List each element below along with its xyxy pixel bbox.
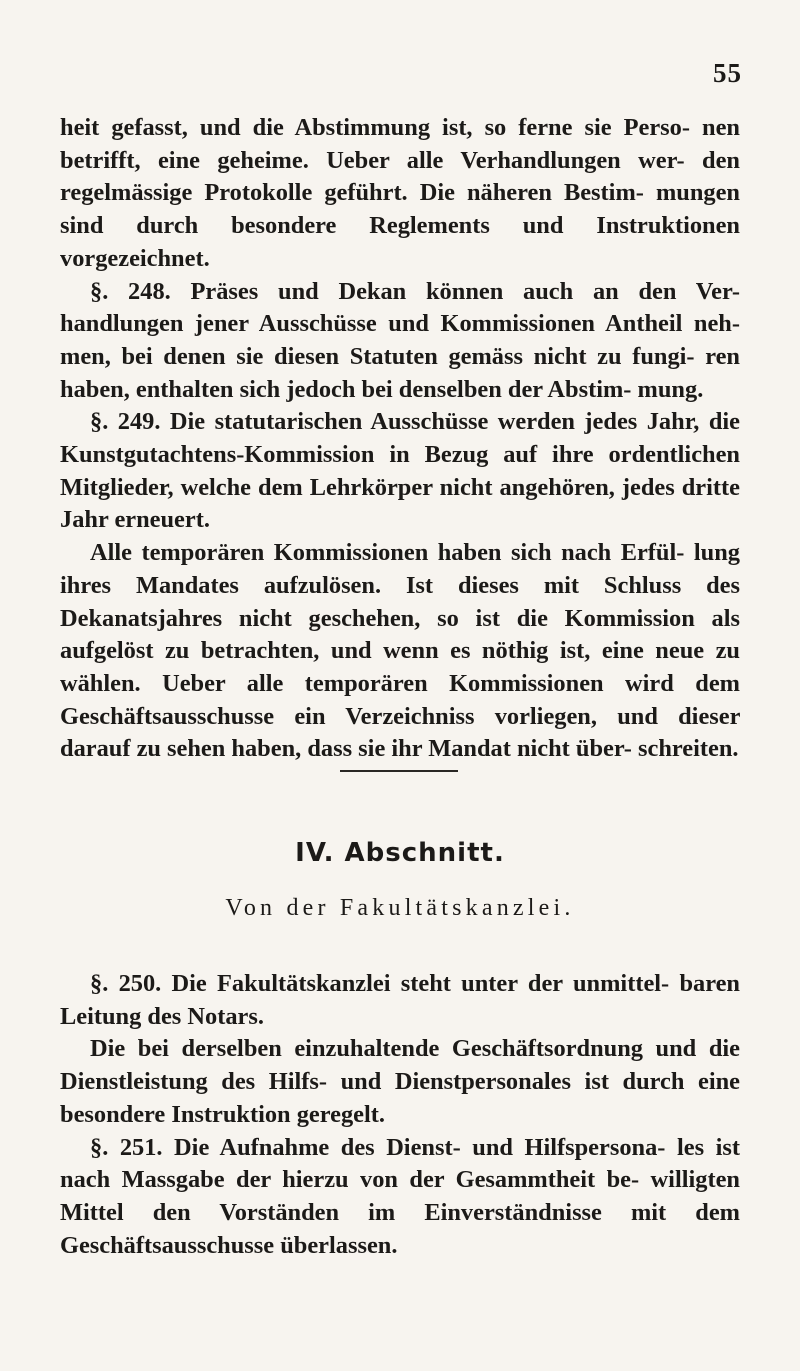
section-heading: IV. Abschnitt. xyxy=(295,838,505,868)
section-number: §. 249. xyxy=(90,408,161,436)
section-number: §. 251. xyxy=(90,1133,163,1161)
paragraph-continuation: heit gefasst, und die Abstimmung ist, so ferne sie Perso- nen betrifft, eine geheime. Ueber alle Verhandlungen wer- den regelmässige Protokolle geführt. Die näheren Bestim- mungen sind durch besondere Reglements und Instruktionen vorgezeichnet. xyxy=(60,114,740,272)
paragraph-section-248: §. 248. Präses und Dekan können auch an den Ver- handlungen jener Ausschüsse und Kommissionen Antheil neh- men, bei denen sie diesen Statuten gemäss nicht zu fungi- ren haben, enthalten sich jedoch bei denselben der Abstim- mung. xyxy=(60,277,741,403)
body-text-bottom xyxy=(60,968,740,1262)
body-text-top xyxy=(60,112,740,766)
section-number: §. 250. xyxy=(90,970,162,997)
paragraph-section-251: §. 251. Die Aufnahme des Dienst- und Hilfspersona- les ist nach Massgabe der hierzu von der Gesammtheit be- willigten Mittel den Vorständen im Einverständnisse mit dem Geschäftsausschusse überlassen. xyxy=(60,1133,740,1259)
section-subtitle: Von der Fakultätskanzlei. xyxy=(225,895,575,921)
paragraph-section-250: §. 250. Die Fakultätskanzlei steht unter der unmittel- baren Leitung des Notars. xyxy=(60,970,740,1030)
section-number: §. 248. xyxy=(90,277,171,305)
paragraph-temporary-commissions: Alle temporären Kommissionen haben sich nach Erfül- lung ihres Mandates aufzulösen. Ist dieses mit Schluss des Dekanatsjahres nicht geschehen, so ist die Kommission als aufgelöst zu betrachten, und wenn es nöthig ist, eine neue zu wählen. Ueber alle temporären Kommissionen wird dem Geschäftsausschusse ein Verzeichniss vorliegen, und dieser darauf zu sehen haben, dass sie ihr Mandat nicht über- schreiten. xyxy=(60,539,740,763)
paragraph-section-249: §. 249. Die statutarischen Ausschüsse werden jedes Jahr, die Kunstgutachtens-Kommission in Bezug auf ihre ordentlichen Mitglieder, welche dem Lehrkörper nicht angehören, jedes dritte Jahr erneuert. xyxy=(60,408,740,534)
section-divider-rule xyxy=(340,770,458,772)
paragraph-business-order: Die bei derselben einzuhaltende Geschäftsordnung und die Dienstleistung des Hilfs- und Dienstpersonales ist durch eine besondere Instruktion geregelt. xyxy=(60,1035,740,1128)
page-number: 55 xyxy=(713,58,742,88)
